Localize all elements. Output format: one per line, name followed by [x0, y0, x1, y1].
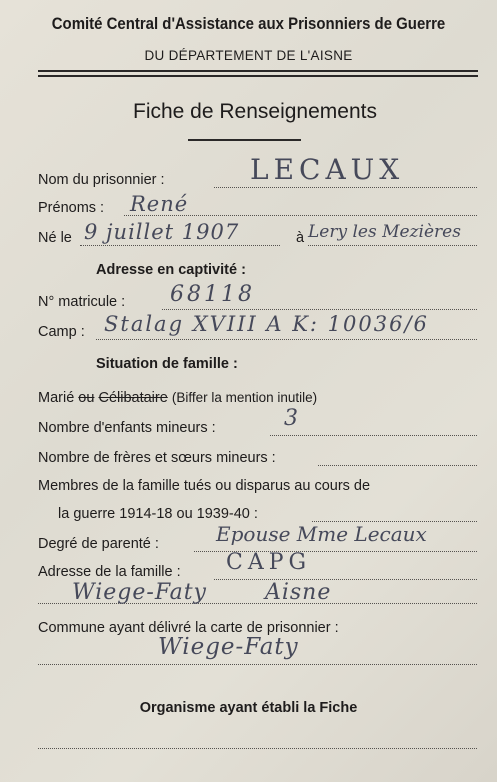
header-rule-bottom — [38, 75, 478, 77]
heading-adresse-captivite: Adresse en captivité : — [96, 262, 246, 278]
value-camp: Stalag XVIII A K: 10036/6 — [104, 312, 429, 336]
value-degre-parente: Epouse Mme Lecaux — [216, 522, 427, 546]
organization-title: Comité Central d'Assistance aux Prisonniers de Guerre — [51, 14, 446, 33]
value-adresse-famille-2: Wiege-Faty Aisne — [72, 580, 332, 605]
line-date-naissance — [80, 245, 280, 246]
label-degre-parente: Degré de parenté : — [38, 536, 159, 552]
value-prenoms: René — [130, 192, 189, 216]
value-commune: Wiege-Faty — [158, 634, 299, 660]
line-enfants — [270, 435, 477, 436]
value-lieu-naissance: Lery les Mezières — [308, 222, 461, 242]
label-adresse-famille: Adresse de la famille : — [38, 564, 181, 580]
line-camp — [96, 339, 477, 340]
label-prenoms: Prénoms : — [38, 200, 105, 216]
label-matricule: N° matricule : — [38, 294, 126, 310]
marital-status-line — [38, 390, 317, 406]
label-nom: Nom du prisonnier : — [38, 172, 165, 188]
line-lieu-naissance — [308, 245, 477, 246]
line-nom — [214, 187, 477, 188]
value-adresse-famille-1: CAPG — [226, 550, 312, 575]
value-enfants: 3 — [284, 406, 299, 431]
label-membres-line2: la guerre 1914-18 ou 1939-40 : — [58, 506, 258, 522]
label-celibataire: Célibataire — [98, 390, 168, 406]
label-commune: Commune ayant délivré la carte de prisonnier : — [38, 620, 339, 636]
label-ou: ou — [78, 390, 95, 406]
line-freres-soeurs — [318, 465, 477, 466]
value-matricule: 68118 — [170, 282, 255, 307]
label-ne-le: Né le — [38, 230, 72, 246]
heading-situation-famille: Situation de famille : — [96, 356, 238, 372]
form-title: Fiche de Renseignements — [133, 100, 377, 123]
label-enfants: Nombre d'enfants mineurs : — [38, 420, 216, 436]
label-membres-line1: Membres de la famille tués ou disparus au cours de — [38, 478, 371, 494]
heading-organisme: Organisme ayant établi la Fiche — [139, 700, 358, 716]
department-subtitle: DU DÉPARTEMENT DE L'AISNE — [144, 48, 353, 63]
line-matricule — [162, 309, 477, 310]
line-organisme — [38, 748, 477, 749]
label-freres-soeurs: Nombre de frères et sœurs mineurs : — [38, 450, 276, 466]
header-rule-top — [38, 70, 478, 72]
line-commune — [38, 664, 477, 665]
title-underline — [188, 139, 301, 141]
label-marie: Marié — [38, 390, 75, 406]
label-biffer: (Biffer la mention inutile) — [171, 390, 318, 405]
label-a: à — [296, 230, 305, 246]
label-camp: Camp : — [38, 324, 85, 340]
value-nom: LECAUX — [250, 153, 405, 186]
value-date-naissance: 9 juillet 1907 — [84, 220, 240, 244]
